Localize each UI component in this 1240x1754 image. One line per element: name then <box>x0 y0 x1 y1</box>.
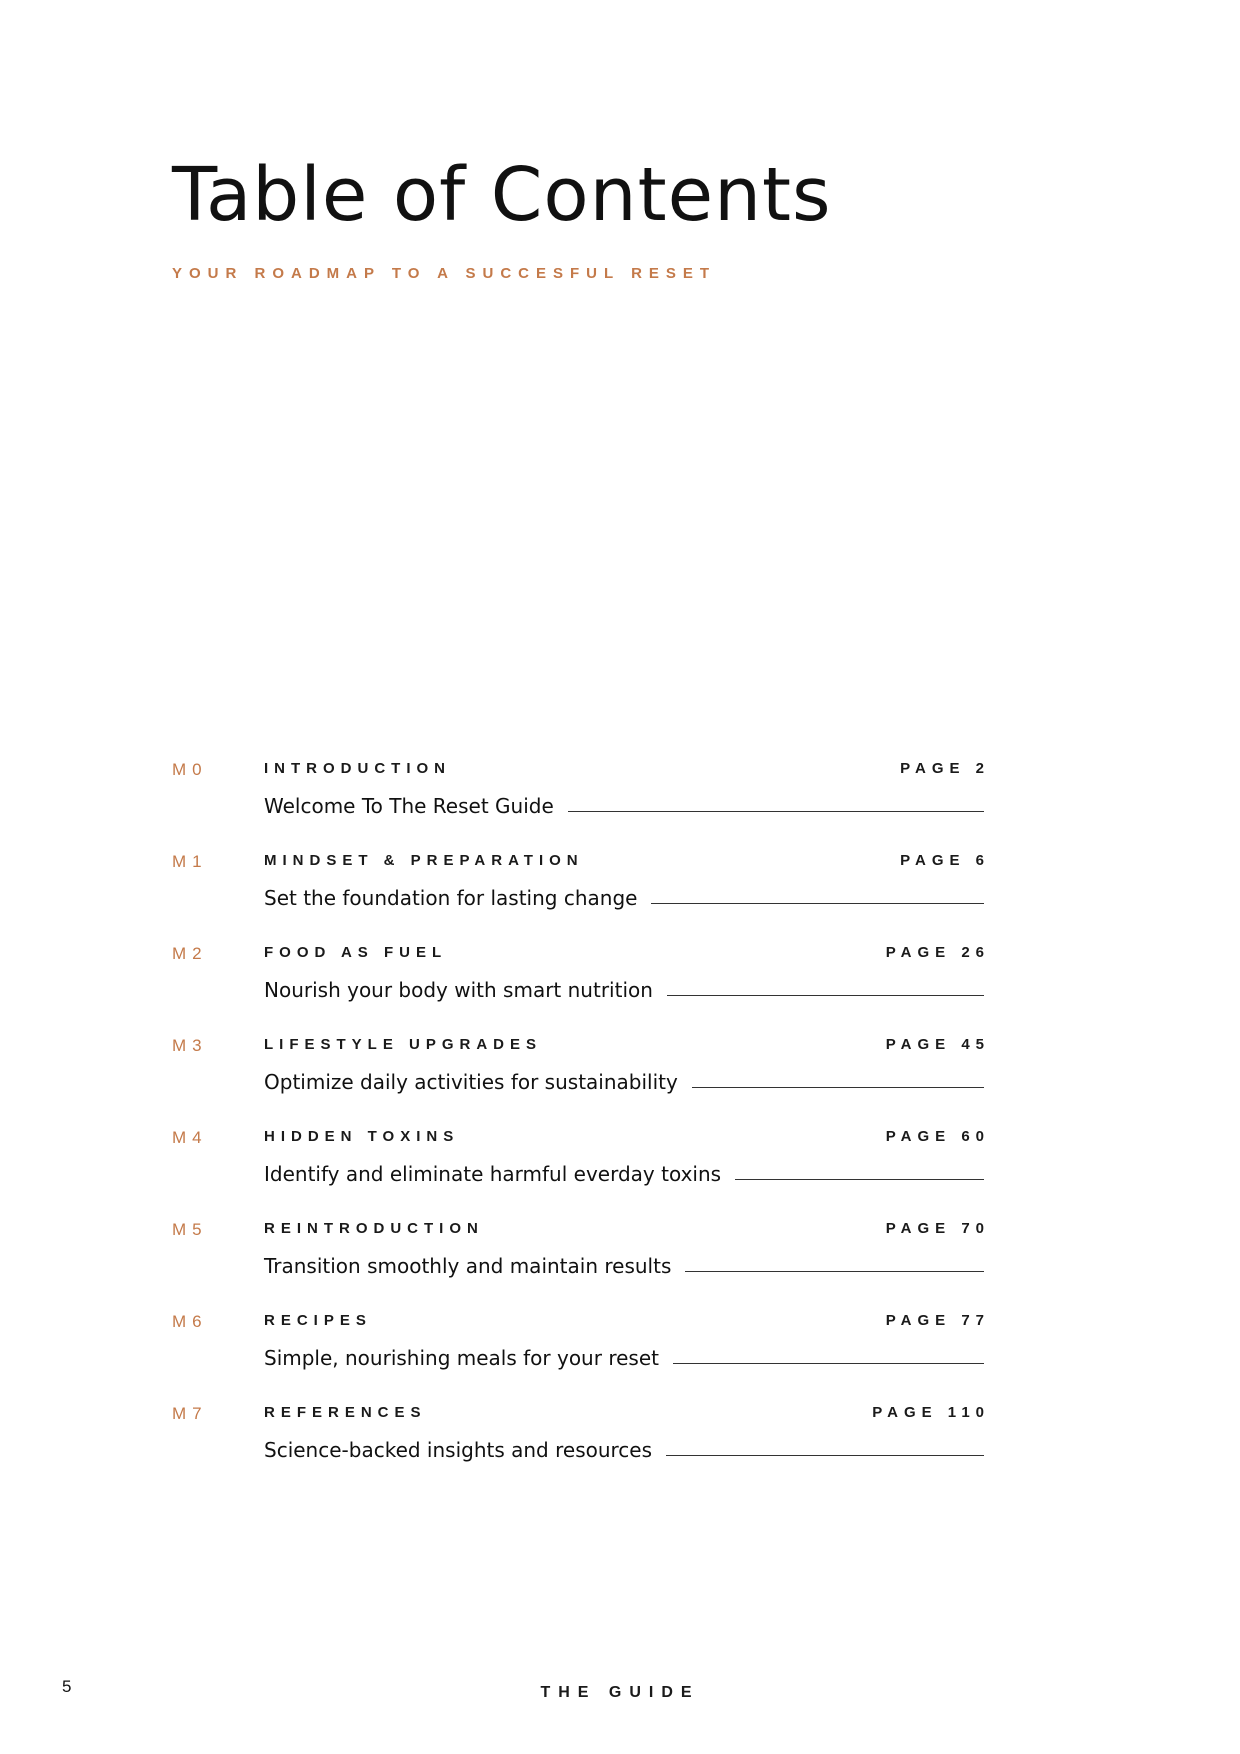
toc-entry-m3[interactable] <box>172 1036 990 1128</box>
toc-entry-description-row <box>264 1254 984 1278</box>
toc-entry-heading: FOOD AS FUEL <box>264 944 448 961</box>
footer-label: THE GUIDE <box>540 1684 700 1701</box>
toc-entry-page: PAGE 2 <box>900 760 990 777</box>
toc-entry-description-row <box>264 886 984 910</box>
toc-entry-description-row <box>264 1346 984 1370</box>
leader-line <box>667 995 984 996</box>
page-subtitle: YOUR ROADMAP TO A SUCCESFUL RESET <box>172 265 717 282</box>
leader-line <box>735 1179 984 1180</box>
toc-entry-description: Transition smoothly and maintain results <box>264 1254 672 1278</box>
toc-entry-page: PAGE 45 <box>885 1036 990 1053</box>
toc-entry-m6[interactable] <box>172 1312 990 1404</box>
toc-entry-m1[interactable] <box>172 852 990 944</box>
toc-entry-code: M4 <box>172 1128 208 1147</box>
toc-entry-page: PAGE 77 <box>885 1312 990 1329</box>
toc-entry-description: Science-backed insights and resources <box>264 1438 653 1462</box>
toc-entry-heading: LIFESTYLE UPGRADES <box>264 1036 543 1053</box>
leader-line <box>673 1363 984 1364</box>
toc-entry-code: M7 <box>172 1404 208 1423</box>
leader-line <box>651 903 984 904</box>
toc-entry-heading: MINDSET & PREPARATION <box>264 852 584 869</box>
toc-entry-page: PAGE 26 <box>885 944 990 961</box>
toc-entry-code: M2 <box>172 944 208 963</box>
toc-entry-code: M6 <box>172 1312 208 1331</box>
toc-entry-description-row <box>264 794 984 818</box>
toc-entry-code: M0 <box>172 760 208 779</box>
toc-entry-heading: REINTRODUCTION <box>264 1220 484 1237</box>
toc-entry-heading: HIDDEN TOXINS <box>264 1128 460 1145</box>
toc-entry-description-row <box>264 1162 984 1186</box>
toc-entry-m7[interactable] <box>172 1404 990 1496</box>
toc-entry-description: Nourish your body with smart nutrition <box>264 978 653 1002</box>
toc-entry-heading: INTRODUCTION <box>264 760 451 777</box>
toc-entry-description: Optimize daily activities for sustainability <box>264 1070 678 1094</box>
toc-entry-code: M5 <box>172 1220 208 1239</box>
toc-entry-page: PAGE 6 <box>900 852 990 869</box>
toc-entry-description: Welcome To The Reset Guide <box>264 794 554 818</box>
leader-line <box>666 1455 984 1456</box>
toc-entry-description-row <box>264 1070 984 1094</box>
toc-entry-m5[interactable] <box>172 1220 990 1312</box>
leader-line <box>692 1087 984 1088</box>
leader-line <box>685 1271 984 1272</box>
toc-entry-page: PAGE 70 <box>885 1220 990 1237</box>
table-of-contents <box>172 760 990 1496</box>
toc-entry-page: PAGE 110 <box>872 1404 990 1421</box>
toc-entry-description: Identify and eliminate harmful everday toxins <box>264 1162 722 1186</box>
toc-entry-heading: REFERENCES <box>264 1404 427 1421</box>
toc-entry-description: Simple, nourishing meals for your reset <box>264 1346 659 1370</box>
toc-entry-code: M3 <box>172 1036 208 1055</box>
toc-entry-description-row <box>264 978 984 1002</box>
leader-line <box>568 811 984 812</box>
toc-entry-m4[interactable] <box>172 1128 990 1220</box>
toc-entry-description-row <box>264 1438 984 1462</box>
toc-entry-heading: RECIPES <box>264 1312 372 1329</box>
toc-entry-page: PAGE 60 <box>885 1128 990 1145</box>
page-number: 5 <box>62 1677 72 1696</box>
toc-entry-description: Set the foundation for lasting change <box>264 886 638 910</box>
page-title: Table of Contents <box>172 152 832 238</box>
toc-entry-m2[interactable] <box>172 944 990 1036</box>
toc-entry-code: M1 <box>172 852 208 871</box>
toc-entry-m0[interactable] <box>172 760 990 852</box>
